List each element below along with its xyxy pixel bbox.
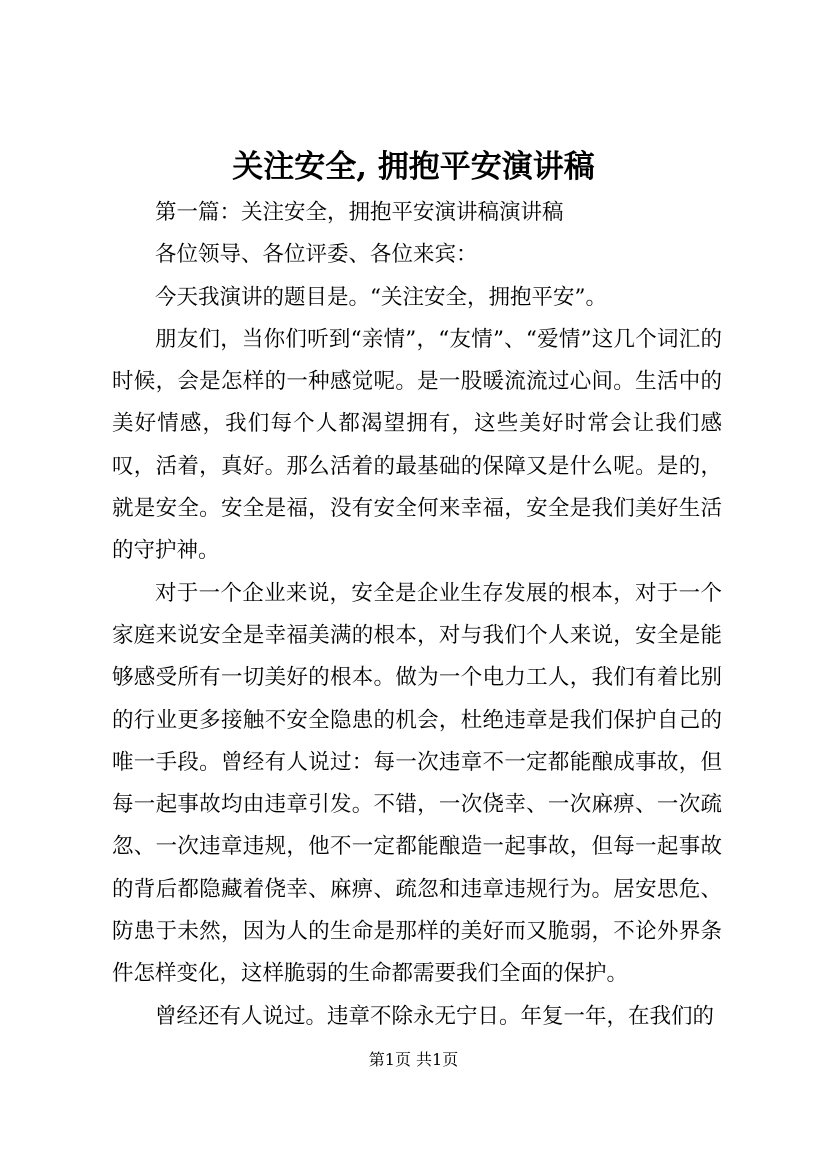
- document-title: 关注安全, 拥抱平安演讲稿: [232, 149, 595, 185]
- page-footer: 第1页 共1页: [368, 1050, 459, 1069]
- paragraph-salutation: 各位领导、各位评委、各位来宾：: [155, 242, 478, 268]
- paragraph-heading: 第一篇：关注安全，拥抱平安演讲稿演讲稿: [155, 200, 564, 225]
- paragraph-enterprise: 对于一个企业来说，安全是企业生存发展的根本，对于一个家庭来说安全是幸福美满的根本，对与我们个人来说，安全是能够感受所有一切美好的根本。做为一个电力工人，我们有着比别的行业更多接触不安全隐患的机会，杜绝违章是我们保护自己的唯一手段。曾经有人说过：每一次违章不一定都能酿成事故，但每一起事故均由违章引发。不错，一次侥幸、一次麻痹、一次疏忽、一次违章违规，他不一定都能酿造一起事故，但每一起事故的背后都隐藏着侥幸、麻痹、疏忽和违章违规行为。居安思危、防患于未然，因为人的生命是那样的美好而又脆弱，不论外界条件怎样变化，这样脆弱的生命都需要我们全面的保护。: [112, 580, 722, 987]
- paragraph-topic: 今天我演讲的题目是。“关注安全，拥抱平安”。: [155, 284, 607, 310]
- document-body: [112, 192, 722, 1038]
- paragraph-friends: 朋友们，当你们听到“亲情”，“友情”、“爱情”这几个词汇的时候，会是怎样的一种感觉呢。是一股暖流流过心间。生活中的美好情感，我们每个人都渴望拥有，这些美好时常会让我们感叹，活着，真好。那么活着的最基础的保障又是什么呢。是的，就是安全。安全是福，没有安全何来幸福，安全是我们美好生活的守护神。: [112, 326, 722, 564]
- paragraph-closing: 曾经还有人说过。违章不除永无宁日。年复一年，在我们的: [155, 1003, 715, 1029]
